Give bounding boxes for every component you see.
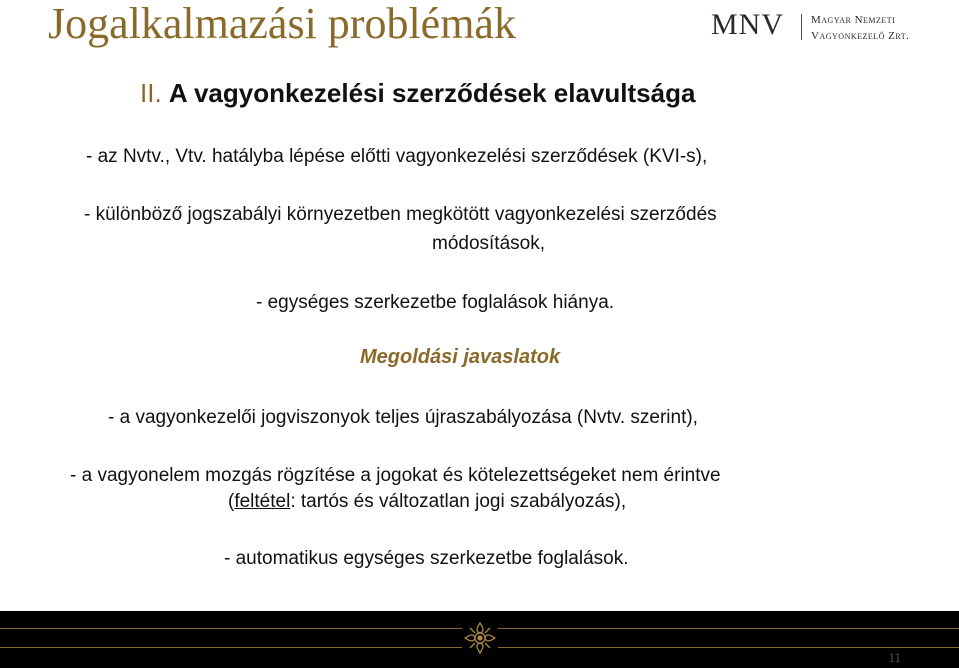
solutions-heading: Megoldási javaslatok [360,346,561,368]
logo-divider [801,14,802,40]
problem-item-1: - az Nvtv., Vtv. hatályba lépése előtti vagyonkezelési szerződések (KVI-s), [86,146,708,167]
logo-mnv-text: MNV [711,8,785,41]
logo-line-1: Magyar Nemzeti [811,14,896,26]
solution-item-1: - a vagyonkezelői jogviszonyok teljes újraszabályozása (Nvtv. szerint), [108,407,698,428]
paren-open: ( [228,491,235,512]
section-subtitle [140,78,695,109]
solution-item-3: - automatikus egységes szerkezetbe foglalások. [224,548,629,569]
logo-line-2: Vagyonkezelő Zrt. [811,30,910,42]
ornament-icon [462,620,498,656]
condition-label: feltétel [234,491,291,512]
condition-text: : tartós és változatlan jogi szabályozás), [290,491,627,512]
problem-item-2: - különböző jogszabályi környezetben megkötött vagyonkezelési szerződés [84,204,717,225]
solution-item-2-cont [228,491,626,513]
section-number: II. [140,78,162,108]
page-title: Jogalkalmazási problémák [48,0,516,48]
page-number: 11 [888,650,901,665]
section-title: A vagyonkezelési szerződések elavultsága [168,78,696,108]
problem-item-3: - egységes szerkezetbe foglalások hiánya. [256,292,615,313]
solution-item-2: - a vagyonelem mozgás rögzítése a jogokat és kötelezettségeket nem érintve [70,465,721,486]
problem-item-2-cont: módosítások, [432,233,545,254]
